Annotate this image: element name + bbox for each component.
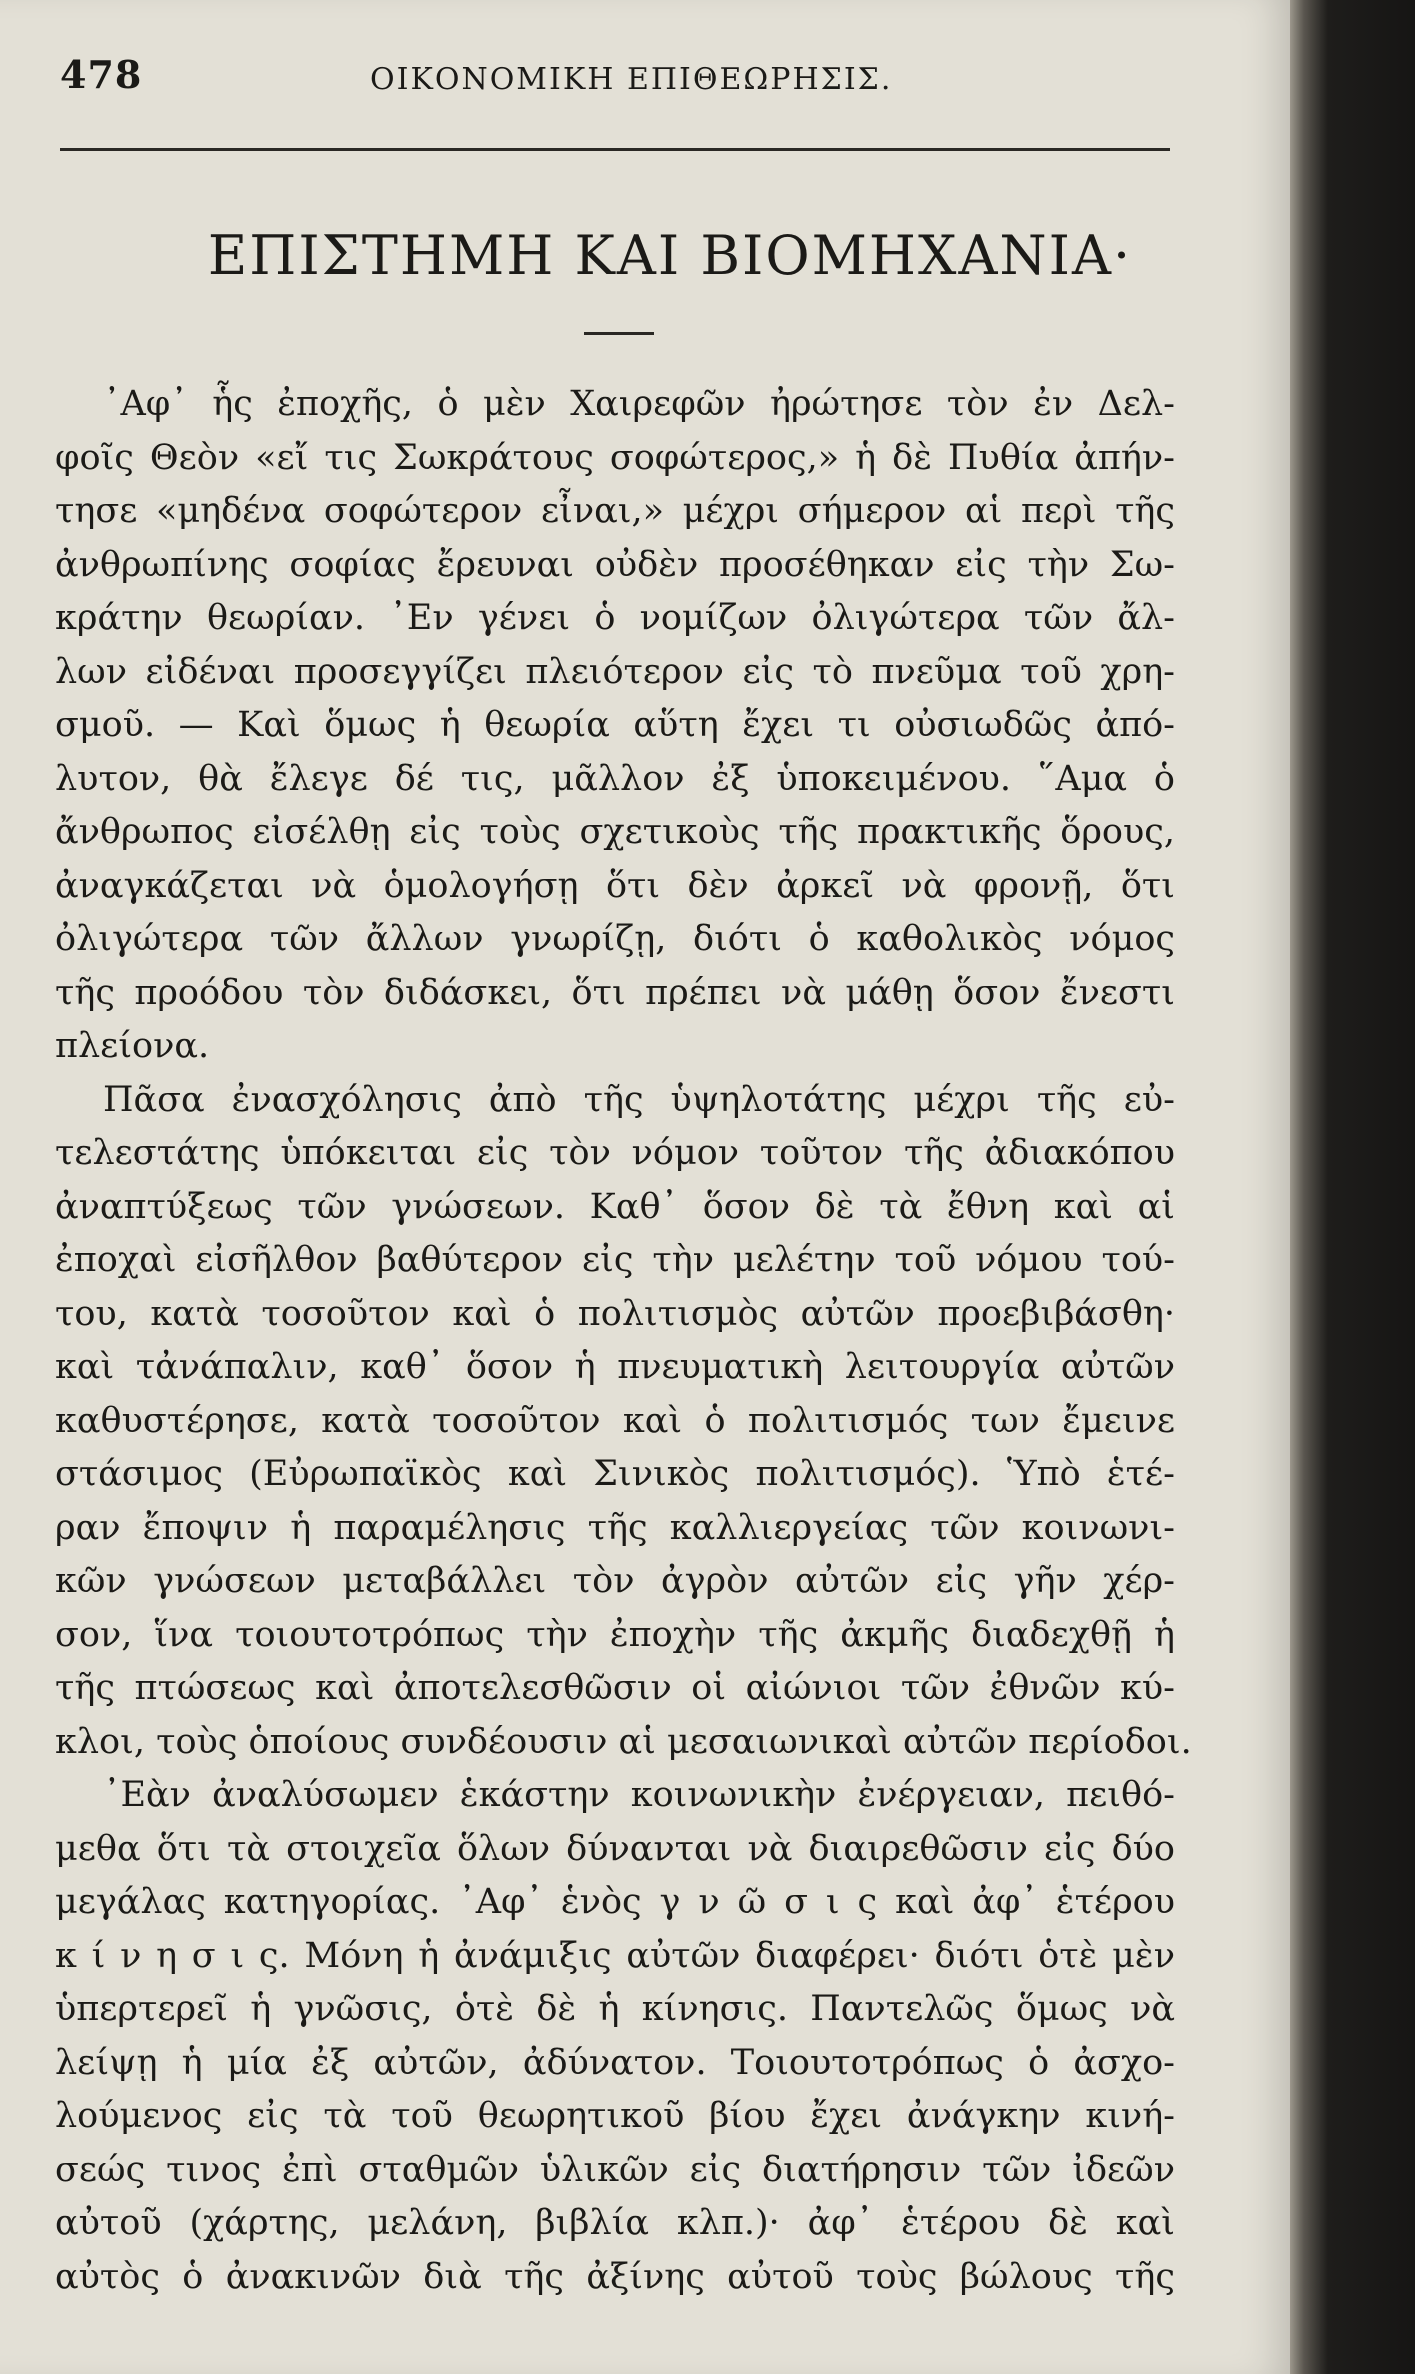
text-line: ὑπερτερεῖ ἡ γνῶσις, ὁτὲ δὲ ἡ κίνησις. Παντελῶς ὅμως νὰ [55,1989,1175,2029]
text-line: τῆς προόδου τὸν διδάσκει, ὅτι πρέπει νὰ μάθῃ ὅσον ἔνεστι [55,972,1175,1013]
header-rule [60,148,1170,151]
book-gutter [1290,0,1415,2374]
text-line: μεθα ὅτι τὰ στοιχεῖα ὅλων δύνανται νὰ διαιρεθῶσιν εἰς δύο [55,1828,1175,1869]
text-line: ᾿Αφ᾿ ἧς ἐποχῆς, ὁ μὲν Χαιρεφῶν ἠρώτησε τὸν ἐν Δελ- [103,384,1175,424]
text-line: καὶ τἀνάπαλιν, καθ᾿ ὅσον ἡ πνευματικὴ λειτουργία αὐτῶν [55,1347,1175,1387]
text-line: κ ί ν η σ ι ς. Μόνη ἡ ἀνάμιξις αὐτῶν διαφέρει· διότι ὁτὲ μὲν [55,1935,1175,1976]
text-line: ἀναπτύξεως τῶν γνώσεων. Καθ᾿ ὅσον δὲ τὰ ἔθνη καὶ αἱ [55,1186,1175,1227]
text-line: κράτην θεωρίαν. ᾿Εν γένει ὁ νομίζων ὀλιγώτερα τῶν ἄλ- [55,598,1175,638]
text-line: σον, ἵνα τοιουτοτρόπως τὴν ἐποχὴν τῆς ἀκμῆς διαδεχθῇ ἡ [55,1614,1175,1655]
text-line: ραν ἔποψιν ἡ παραμέλησις τῆς καλλιεργείας τῶν κοινωνι- [55,1507,1175,1548]
text-line: αὐτοῦ (χάρτης, μελάνη, βιβλία κλπ.)· ἀφ᾿ ἑτέρου δὲ καὶ [55,2203,1175,2243]
text-line: ᾿Εὰν ἀναλύσωμεν ἑκάστην κοινωνικὴν ἐνέργειαν, πειθό- [103,1775,1175,1815]
text-line: σμοῦ. — Καὶ ὅμως ἡ θεωρία αὕτη ἔχει τι οὐσιωδῶς ἀπό- [55,705,1175,745]
text-line: ἀνθρωπίνης σοφίας ἔρευναι οὐδὲν προσέθηκαν εἰς τὴν Σω- [55,544,1175,585]
article-title: ΕΠΙΣΤΗΜΗ ΚΑΙ ΒΙΟΜΗΧΑΝΙΑ· [207,224,1133,287]
text-line: λείψῃ ἡ μία ἐξ αὐτῶν, ἀδύνατον. Τοιουτοτρόπως ὁ ἀσχο- [55,2042,1175,2083]
page-number: 478 [60,52,143,97]
running-head [60,52,1180,112]
text-line: ἐποχαὶ εἰσῆλθον βαθύτερον εἰς τὴν μελέτην τοῦ νόμου τού- [55,1240,1175,1280]
text-line: κλοι, τοὺς ὁποίους συνδέουσιν αἱ μεσαιωνικαὶ αὐτῶν περίοδοι. [55,1721,1192,1762]
journal-title: ΟΙΚΟΝΟΜΙΚΗ ΕΠΙΘΕΩΡΗΣΙΣ. [370,62,893,97]
text-line: λυτον, θὰ ἔλεγε δέ τις, μᾶλλον ἐξ ὑποκειμένου. ῞Αμα ὁ [55,758,1175,799]
text-line: ἀναγκάζεται νὰ ὁμολογήσῃ ὅτι δὲν ἀρκεῖ νὰ φρονῇ, ὅτι [55,865,1175,906]
text-line: σεώς τινος ἐπὶ σταθμῶν ὑλικῶν εἰς διατήρησιν τῶν ἰδεῶν [55,2149,1175,2190]
text-line: κῶν γνώσεων μεταβάλλει τὸν ἀγρὸν αὐτῶν εἰς γῆν χέρ- [55,1561,1175,1601]
text-line: του, κατὰ τοσοῦτον καὶ ὁ πολιτισμὸς αὐτῶν προεβιβάσθη· [55,1293,1175,1334]
text-line: ὀλιγώτερα τῶν ἄλλων γνωρίζῃ, διότι ὁ καθολικὸς νόμος [55,919,1175,959]
text-line: λων εἰδέναι προσεγγίζει πλειότερον εἰς τὸ πνεῦμα τοῦ χρη- [55,651,1175,692]
text-line: τῆς πτώσεως καὶ ἀποτελεσθῶσιν οἱ αἰώνιοι τῶν ἐθνῶν κύ- [55,1668,1175,1708]
text-line: τησε «μηδένα σοφώτερον εἶναι,» μέχρι σήμερον αἱ περὶ τῆς [55,491,1175,531]
text-line: καθυστέρησε, κατὰ τοσοῦτον καὶ ὁ πολιτισμός των ἔμεινε [55,1400,1175,1441]
text-line: Πᾶσα ἐνασχόλησις ἀπὸ τῆς ὑψηλοτάτης μέχρι τῆς εὐ- [103,1079,1175,1120]
body-text [55,378,1192,2304]
title-rule [584,332,654,335]
text-line: αὐτὸς ὁ ἀνακινῶν διὰ τῆς ἀξίνης αὐτοῦ τοὺς βώλους τῆς [55,2256,1175,2297]
text-line: πλείονα. [55,1026,210,1066]
text-line: φοῖς Θεὸν «εἴ τις Σωκράτους σοφώτερος,» ἡ δὲ Πυθία ἀπήν- [55,437,1175,478]
text-line: ἄνθρωπος εἰσέλθῃ εἰς τοὺς σχετικοὺς τῆς πρακτικῆς ὅρους, [55,812,1175,852]
text-line: στάσιμος (Εὐρωπαϊκὸς καὶ Σινικὸς πολιτισμός). Ὑπὸ ἑτέ- [55,1454,1175,1494]
text-line: μεγάλας κατηγορίας. ᾿Αφ᾿ ἑνὸς γ ν ῶ σ ι ς καὶ ἀφ᾿ ἑτέρου [55,1882,1175,1922]
text-line: τελεστάτης ὑπόκειται εἰς τὸν νόμον τοῦτον τῆς ἀδιακόπου [55,1133,1175,1173]
text-line: λούμενος εἰς τὰ τοῦ θεωρητικοῦ βίου ἔχει ἀνάγκην κινή- [55,2096,1175,2136]
